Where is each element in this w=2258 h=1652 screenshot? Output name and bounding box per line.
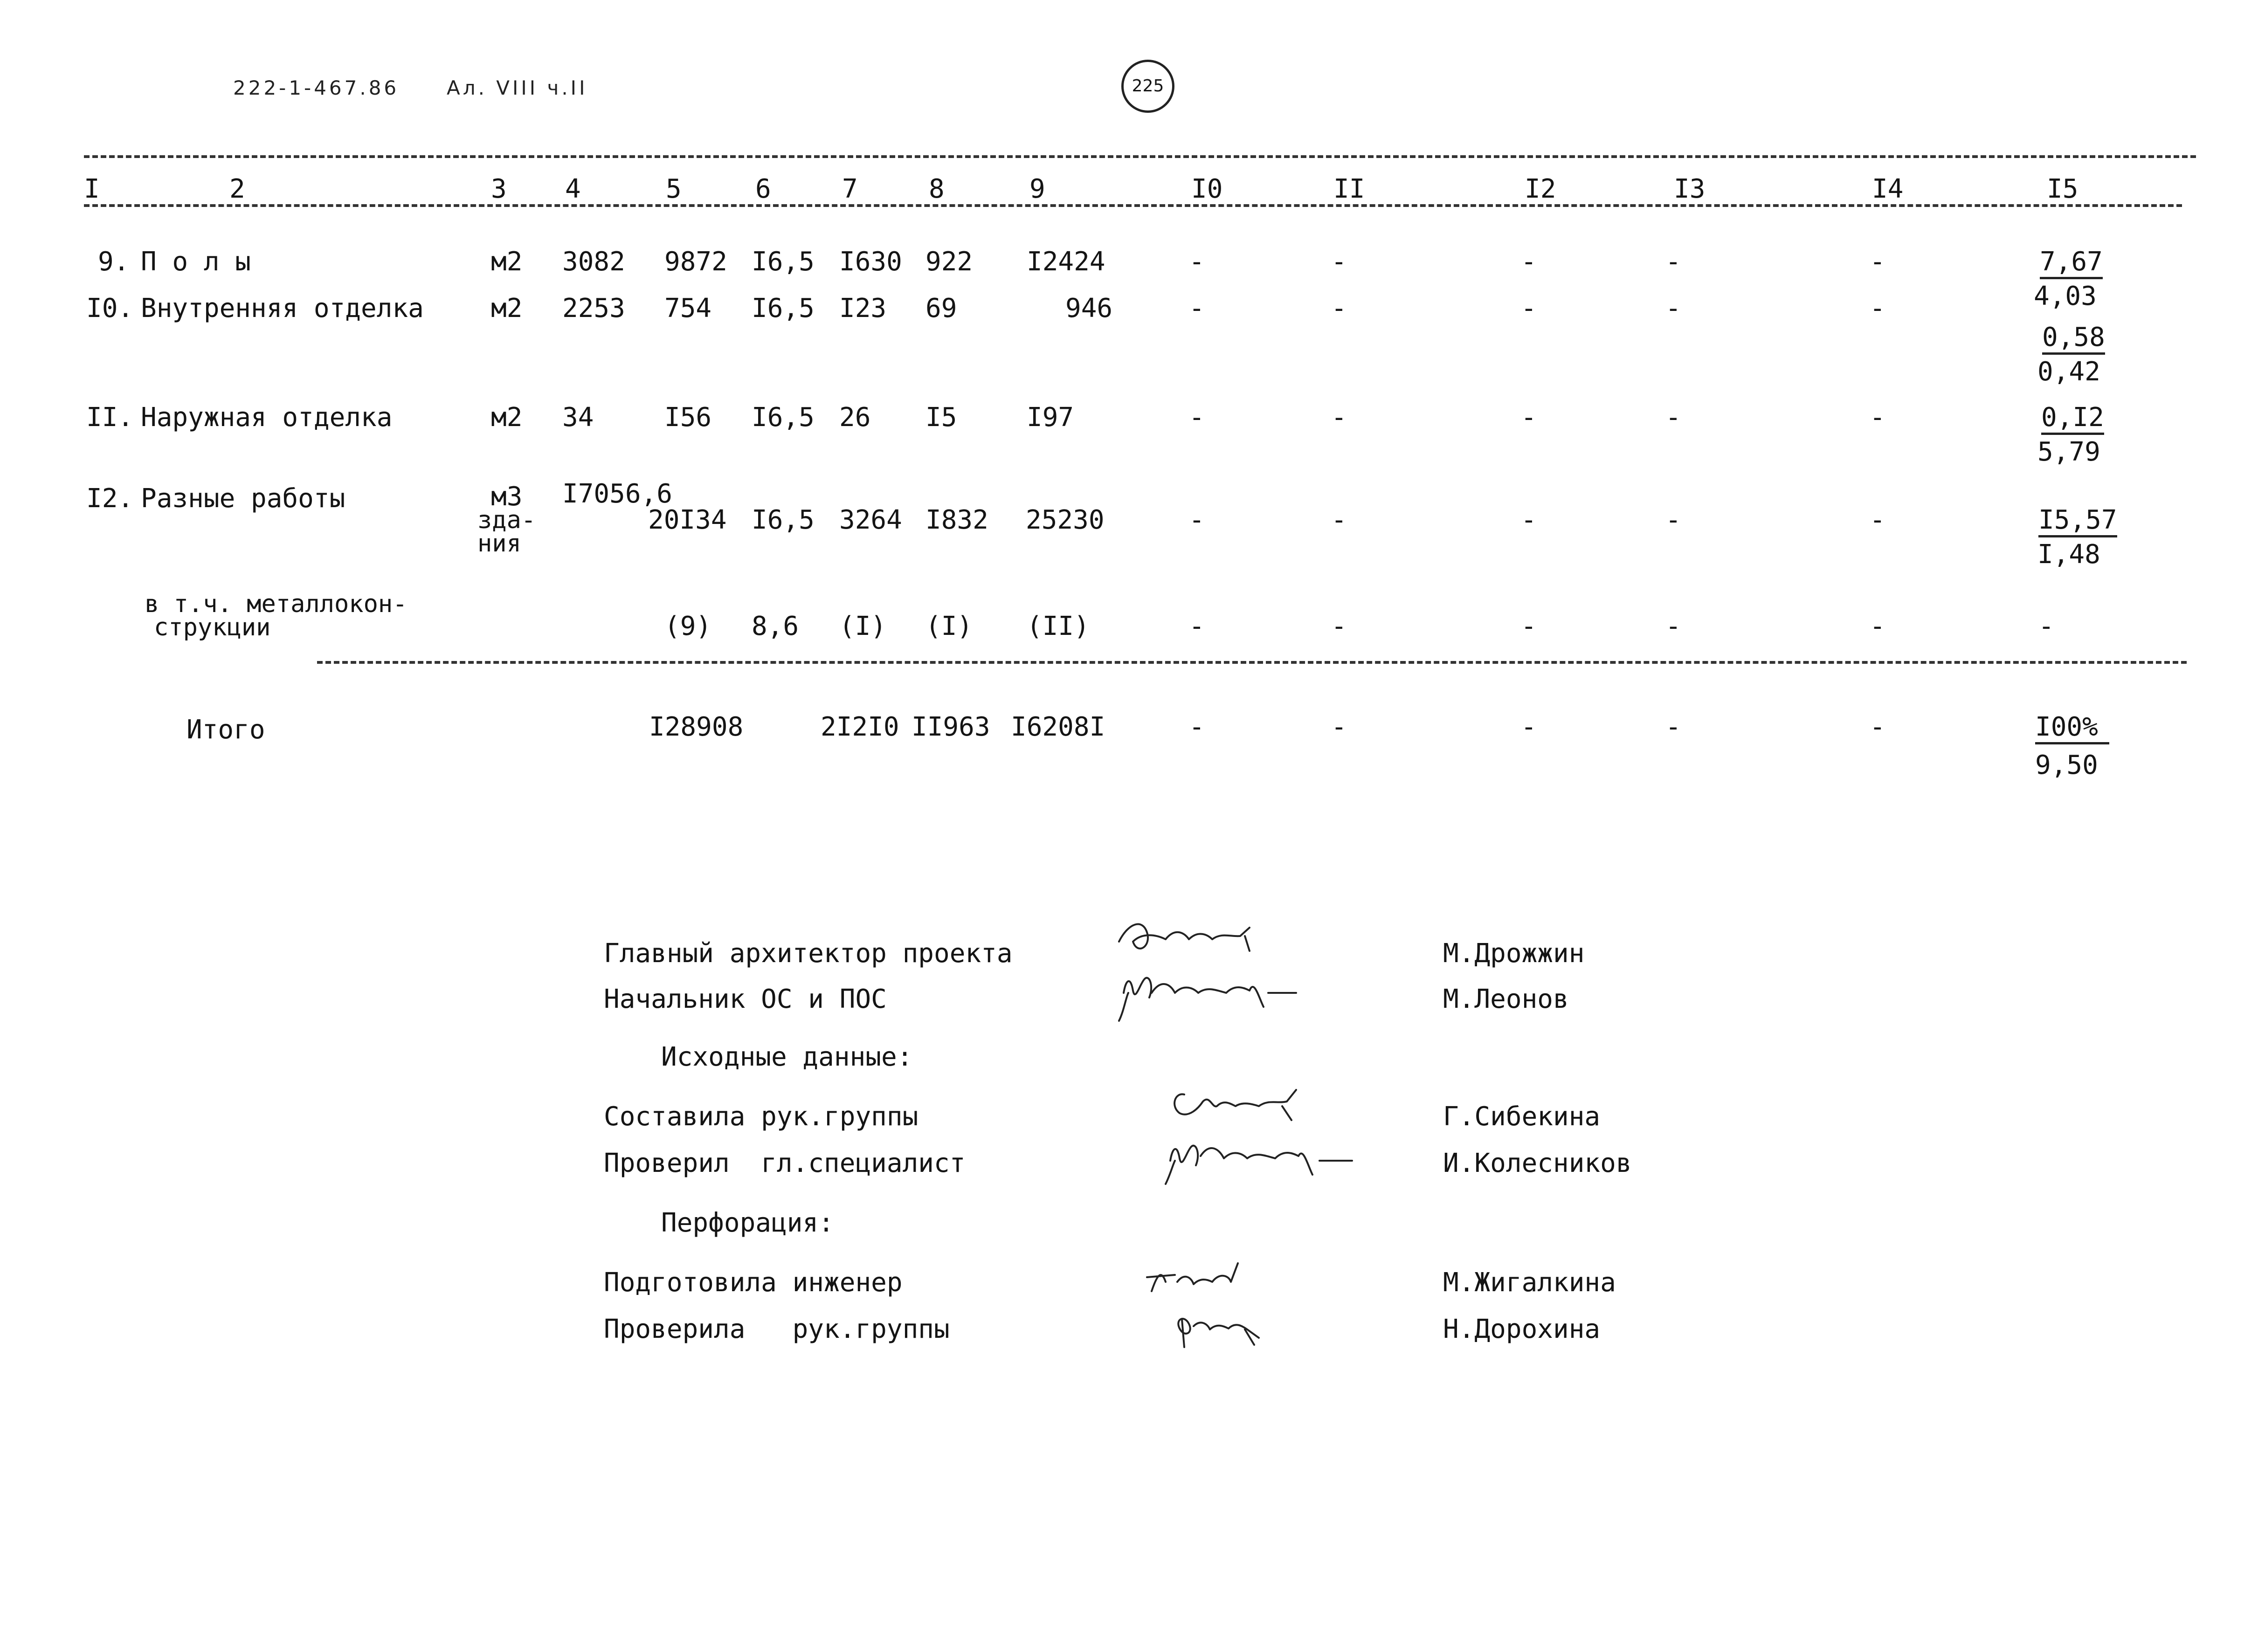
cell-c8: 69 [925, 293, 957, 324]
row-number: I0. [86, 293, 134, 324]
signature-leonov [1110, 965, 1324, 1030]
cell-c15-bottom: 0,42 [2037, 357, 2100, 387]
cell-c8: I5 [925, 402, 957, 433]
cell-c5: 20I34 [648, 505, 727, 535]
total-c15-top: I00% [2035, 714, 2109, 744]
cell-c11: - [1331, 293, 1347, 324]
col-header-15: I5 [2047, 174, 2078, 204]
cell-c9: 25230 [1026, 505, 1105, 535]
cell-c14: - [1870, 505, 1885, 535]
verified-by-name: Н.Дорохина [1443, 1314, 1601, 1344]
row-name: Наружная отделка [141, 402, 393, 433]
page-number [1121, 60, 1174, 113]
row-unit: м2 [491, 293, 523, 324]
col-header-3: 3 [491, 174, 507, 204]
cell-c6: I6,5 [752, 505, 815, 535]
cell-c10: - [1189, 402, 1205, 433]
cell-c15: - [2038, 611, 2054, 641]
row-name: Внутренняя отделка [141, 293, 424, 324]
chief-architect-role: Главный архитектор проекта [604, 938, 1013, 969]
row-unit: м2 [491, 247, 523, 277]
row-unit-line2: зда- [477, 506, 536, 534]
cell-c15-top: 0,I2 [2041, 405, 2104, 435]
cell-c9: (II) [1027, 611, 1090, 641]
row-number: II. [86, 402, 134, 433]
cell-c12: - [1521, 505, 1537, 535]
total-c9: I6208I [1011, 712, 1105, 742]
col-header-11: II [1333, 174, 1365, 204]
compiled-by-role: Составила рук.группы [604, 1101, 918, 1132]
cell-c5: (9) [664, 611, 712, 641]
prepared-by-role: Подготовила инженер [604, 1267, 903, 1298]
cell-c12: - [1521, 402, 1537, 433]
cell-c14: - [1870, 611, 1885, 641]
cell-c9: I2424 [1027, 247, 1105, 277]
cell-c13: - [1665, 611, 1681, 641]
row-unit: м2 [491, 402, 523, 433]
cell-c11: - [1331, 611, 1347, 641]
cell-c14: - [1870, 402, 1885, 433]
header-bottom-rule [84, 204, 2182, 207]
total-c7: 2I2I0 [821, 712, 899, 742]
cell-c14: - [1870, 247, 1885, 277]
total-c15-bottom: 9,50 [2035, 750, 2098, 780]
cell-c10: - [1189, 247, 1205, 277]
page-number-text: 225 [1132, 76, 1164, 96]
subrow-name-line1: в т.ч. металлокон- [145, 590, 407, 618]
row-unit: м3 [491, 482, 523, 512]
perforation-heading: Перфорация: [661, 1208, 834, 1238]
total-c10: - [1189, 712, 1205, 742]
head-os-pos-name: М.Леонов [1443, 984, 1569, 1014]
cell-c7: I23 [839, 293, 887, 324]
col-header-9: 9 [1029, 174, 1045, 204]
cell-c15-bottom: 5,79 [2037, 437, 2100, 467]
cell-c9: I97 [1027, 402, 1074, 433]
signature-drozhzhin [1110, 914, 1268, 965]
total-c14: - [1870, 712, 1885, 742]
head-os-pos-role: Начальник ОС и ПОС [604, 984, 887, 1014]
cell-c4: I7056,6 [562, 479, 673, 509]
cell-c14: - [1870, 293, 1885, 324]
col-header-8: 8 [929, 174, 945, 204]
col-header-14: I4 [1872, 174, 1904, 204]
cell-c15-top: 0,58 [2042, 324, 2105, 355]
total-label: Итого [186, 715, 265, 745]
signature-sibekina [1166, 1081, 1315, 1132]
cell-c4: 34 [562, 402, 594, 433]
cell-c11: - [1331, 247, 1347, 277]
checked-by-name: И.Колесников [1443, 1148, 1632, 1178]
cell-c9: 946 [1065, 293, 1113, 324]
cell-c8: 922 [925, 247, 973, 277]
cell-c13: - [1665, 247, 1681, 277]
col-header-2: 2 [229, 174, 245, 204]
cell-c10: - [1189, 611, 1205, 641]
row-name: Разные работы [141, 483, 345, 514]
total-c13: - [1665, 712, 1681, 742]
cell-c13: - [1665, 505, 1681, 535]
header-top-rule [84, 155, 2196, 158]
cell-c5: 754 [664, 293, 712, 324]
cell-c15-top: 7,67 [2040, 249, 2103, 279]
col-header-4: 4 [565, 174, 581, 204]
col-header-13: I3 [1674, 174, 1706, 204]
cell-c7: I630 [839, 247, 902, 277]
col-header-7: 7 [842, 174, 858, 204]
col-header-5: 5 [666, 174, 682, 204]
col-header-12: I2 [1525, 174, 1556, 204]
cell-c4: 3082 [562, 247, 625, 277]
signature-kolesnikov [1156, 1128, 1371, 1193]
cell-c15-top: I5,57 [2038, 507, 2117, 537]
cell-c15-bottom: I,48 [2037, 539, 2100, 570]
cell-c8: I832 [925, 505, 988, 535]
compiled-by-name: Г.Сибекина [1443, 1101, 1601, 1132]
cell-c12: - [1521, 611, 1537, 641]
cell-c10: - [1189, 293, 1205, 324]
cell-c7: 3264 [839, 505, 902, 535]
cell-c10: - [1189, 505, 1205, 535]
cell-c8: (I) [925, 611, 973, 641]
row-number: 9. [98, 247, 130, 277]
cell-c4: 2253 [562, 293, 625, 324]
total-c8: II963 [911, 712, 990, 742]
cell-c6: I6,5 [752, 402, 815, 433]
col-header-10: I0 [1191, 174, 1223, 204]
cell-c12: - [1521, 247, 1537, 277]
document-code: 222-1-467.86 [233, 76, 400, 99]
verified-by-role: Проверила рук.группы [604, 1314, 950, 1344]
cell-c13: - [1665, 402, 1681, 433]
row-unit-line3: ния [477, 530, 521, 558]
col-header-1: I [84, 174, 100, 204]
signature-zhigalkina [1138, 1254, 1259, 1305]
cell-c7: 26 [839, 402, 871, 433]
cell-c7: (I) [839, 611, 887, 641]
cell-c6: I6,5 [752, 293, 815, 324]
cell-c15-bottom: 4,03 [2034, 281, 2097, 311]
prepared-by-name: М.Жигалкина [1443, 1267, 1616, 1298]
cell-c11: - [1331, 505, 1347, 535]
cell-c13: - [1665, 293, 1681, 324]
signature-dorokhina [1166, 1301, 1287, 1352]
checked-by-role: Проверил гл.специалист [604, 1148, 966, 1178]
album-reference: Ал. VIII ч.II [447, 76, 588, 99]
col-header-6: 6 [755, 174, 771, 204]
subrow-name-line2: струкции [154, 613, 271, 641]
cell-c5: I56 [664, 402, 712, 433]
total-separator-rule [317, 661, 2187, 664]
total-c11: - [1331, 712, 1347, 742]
total-c5: I28908 [649, 712, 744, 742]
cell-c6: I6,5 [752, 247, 815, 277]
source-data-heading: Исходные данные: [661, 1042, 913, 1072]
cell-c11: - [1331, 402, 1347, 433]
row-number: I2. [86, 483, 134, 514]
cell-c12: - [1521, 293, 1537, 324]
chief-architect-name: М.Дрожжин [1443, 938, 1585, 969]
total-c12: - [1521, 712, 1537, 742]
cell-c5: 9872 [664, 247, 727, 277]
row-name: П о л ы [141, 247, 251, 277]
cell-c6: 8,6 [752, 611, 799, 641]
